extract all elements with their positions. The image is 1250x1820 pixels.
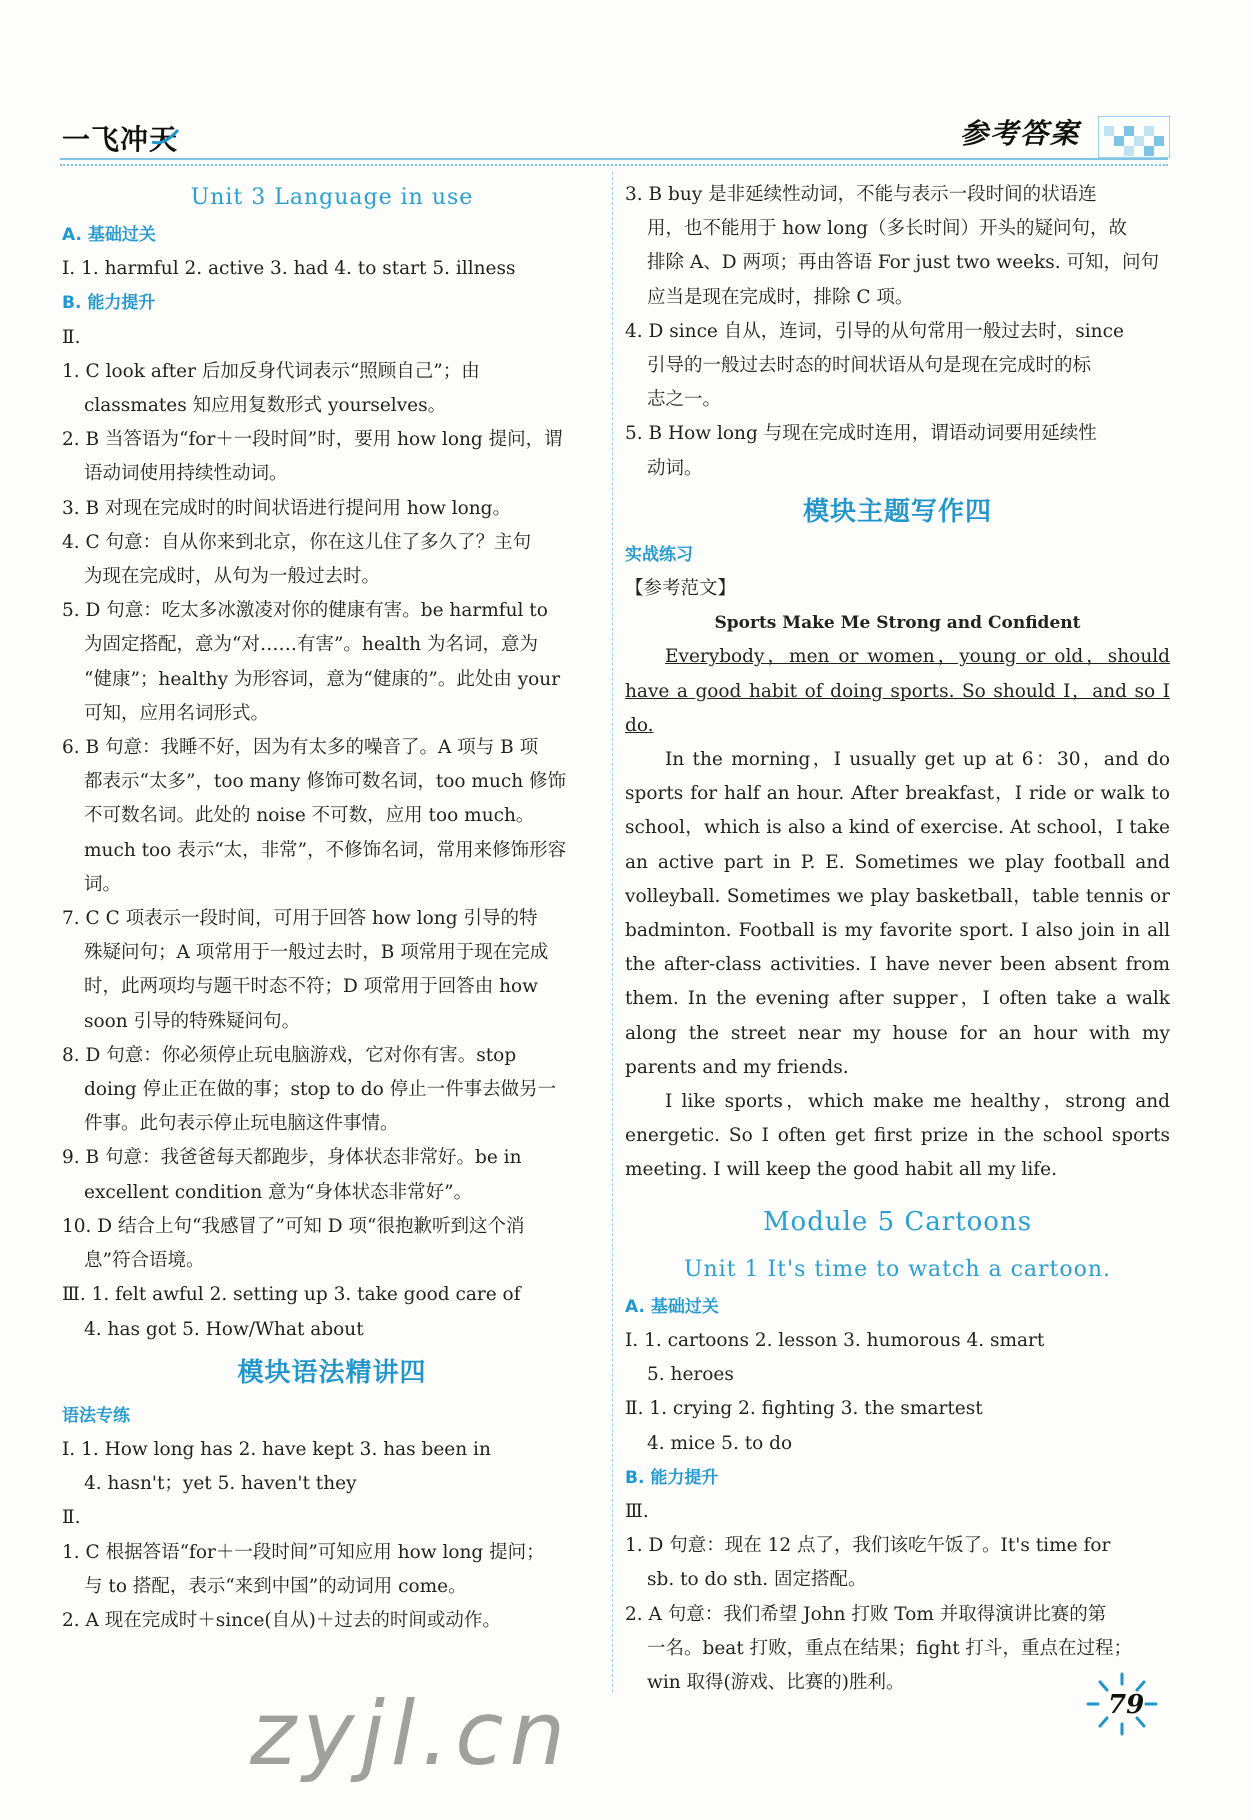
module-section-title: 模块语法精讲四 (237, 1357, 427, 1388)
answer-continuation: 用，也不能用于 how long（多长时间）开头的疑问句，故 (647, 218, 1127, 240)
answer-continuation: soon 引导的特殊疑问句。 (84, 1010, 301, 1032)
subsection-label: A. 基础过关 (62, 225, 156, 245)
answer-continuation: “健康”；healthy 为形容词，意为“健康的”。此处由 your (84, 668, 561, 690)
answer-line: 8. D 句意：你必须停止玩电脑游戏，它对你有害。stop (62, 1044, 517, 1066)
answer-line: 7. C C 项表示一段时间，可用于回答 how long 引导的特 (62, 908, 538, 930)
answer-continuation: 件事。此句表示停止玩电脑这件事情。 (84, 1113, 399, 1135)
page-number: 79 (1108, 1690, 1145, 1720)
answer-continuation: win 取得(游戏、比赛的)胜利。 (647, 1671, 905, 1693)
answer-continuation: excellent condition 意为“身体状态非常好”。 (84, 1181, 473, 1203)
subsection-label: A. 基础过关 (625, 1296, 719, 1317)
answer-continuation: 一名。beat 打败，重点在结果；fight 打斗，重点在过程； (647, 1637, 1133, 1659)
answer-continuation: 志之一。 (647, 389, 722, 411)
answer-line: 3. B buy 是非延续性动词，不能与表示一段时间的状语连 (625, 184, 1097, 205)
answer-continuation: sb. to do sth. 固定搭配。 (647, 1569, 867, 1591)
answer-line: 6. B 句意：我睡不好，因为有太多的噪音了。A 项与 B 项 (62, 737, 539, 759)
essay-title: Sports Make Me Strong and Confident (714, 613, 1081, 634)
swoosh-icon (150, 128, 180, 148)
answer-line: Ⅰ. 1. harmful 2. active 3. had 4. to start 5. illness (62, 258, 516, 280)
answer-continuation: 排除 A、D 两项；再由答语 For just two weeks. 可知，问句 (647, 252, 1159, 274)
essay-paragraph (625, 1085, 1170, 1188)
answer-continuation: 为固定搭配，意为“对……有害”。health 为名词，意为 (84, 634, 538, 656)
answer-continuation: much too 表示“太，非常”，不修饰名词，常用来修饰形容 (84, 839, 567, 861)
essay-thesis (625, 640, 1170, 743)
subsection-label: B. 能力提升 (62, 293, 156, 314)
answer-continuation: 引导的一般过去时态的时间状语从句是现在完成时的标 (647, 355, 1092, 377)
answer-line: Ⅲ. (625, 1500, 649, 1522)
answer-continuation: 殊疑问句；A 项常用于一般过去时，B 项常用于现在完成 (84, 942, 549, 964)
answer-line: 10. D 结合上句“我感冒了”可知 D 项“很抱歉听到这个消 (62, 1215, 525, 1237)
answer-continuation: 时，此两项均与题干时态不符；D 项常用于回答由 how (84, 976, 538, 998)
answer-line: Ⅱ. (62, 1507, 81, 1529)
section-title: 参考答案 (960, 117, 1081, 150)
answer-continuation: 应当是现在完成时，排除 C 项。 (647, 286, 914, 308)
answer-line: 5. B How long 与现在完成时连用，谓语动词要用延续性 (625, 423, 1097, 445)
unit-heading: Unit 1 It's time to watch a cartoon. (683, 1256, 1112, 1282)
answer-continuation: 词。 (84, 873, 122, 895)
essay-text: I like sports，which make me healthy，strong and energetic. So I often get first prize in the school sports meeting. I will keep the good habit all my life. (625, 1091, 1170, 1181)
column-divider (612, 172, 613, 1692)
answer-line: 2. B 当答语为“for＋一段时间”时，要用 how long 提问，谓 (62, 429, 563, 451)
right-column (625, 178, 1170, 1700)
answer-continuation: 4. has got 5. How/What about (84, 1318, 364, 1340)
left-column (62, 178, 602, 1638)
answer-line: 1. C look after 后加反身代词表示“照顾自己”；由 (62, 360, 480, 382)
answer-continuation: doing 停止正在做的事；stop to do 停止一件事去做另一 (84, 1079, 557, 1101)
answer-line: 4. D since 自从，连词，引导的从句常用一般过去时，since (625, 320, 1124, 342)
unit-heading: Unit 3 Language in use (190, 185, 474, 210)
answer-line: 9. B 句意：我爸爸每天都跑步，身体状态非常好。be in (62, 1147, 522, 1169)
answer-continuation: 动词。 (647, 457, 703, 479)
module-section-title: 模块主题写作四 (802, 496, 992, 527)
answer-line: Ⅲ. 1. felt awful 2. setting up 3. take good care of (62, 1284, 521, 1306)
answer-line: 3. B 对现在完成时的时间状语进行提问用 how long。 (62, 497, 511, 519)
subsection-label: B. 能力提升 (625, 1467, 719, 1488)
watermark: zyjl.cn (250, 1682, 572, 1785)
answer-continuation: 都表示“太多”，too many 修饰可数名词，too much 修饰 (84, 771, 567, 793)
answer-line: 2. A 现在完成时＋since(自从)＋过去的时间或动作。 (62, 1609, 501, 1631)
answer-continuation: 4. mice 5. to do (647, 1432, 793, 1454)
essay-text: In the morning，I usually get up at 6：30，and do sports for half an hour. After breakfast，I ride or walk to school，which is also a kind of exercise. At school，I take an active part in P. E. Sometimes we play football and volleyball. Sometimes we play basketball，table tennis or badminton. Football is my favorite sport. I also join in all the after-class activities. I have never been absent from them. In the evening after supper，I often take a walk along the street near my house for an hour with my parents and my friends. (625, 749, 1170, 1078)
answer-continuation: 4. hasn't；yet 5. haven't they (84, 1473, 357, 1495)
answer-line: Ⅱ. 1. crying 2. fighting 3. the smartest (625, 1398, 983, 1420)
checker-pattern-icon (1098, 116, 1170, 158)
subsection-label: 实战练习 (625, 544, 693, 565)
answer-continuation: 息”符合语境。 (84, 1250, 205, 1272)
answer-line: 5. D 句意：吃太多冰激凌对你的健康有害。be harmful to (62, 600, 548, 622)
answer-continuation: 5. heroes (647, 1364, 734, 1386)
answer-continuation: classmates 知应用复数形式 yourselves。 (84, 395, 447, 417)
essay-paragraph (625, 743, 1170, 1085)
answer-line: 【参考范文】 (625, 578, 737, 600)
answer-line: 2. A 句意：我们希望 John 打败 Tom 并取得演讲比赛的第 (625, 1603, 1107, 1625)
module-heading: Module 5 Cartoons (762, 1206, 1033, 1237)
answer-line: Ⅰ. 1. cartoons 2. lesson 3. humorous 4. smart (625, 1329, 1045, 1351)
answer-continuation: 不可数名词。此处的 noise 不可数，应用 too much。 (84, 805, 535, 827)
answer-continuation: 为现在完成时，从句为一般过去时。 (84, 566, 381, 588)
brand-logo: 一飞冲天 (62, 123, 179, 156)
essay-thesis-text: Everybody，men or women，young or old，should have a good habit of doing sports. So should I，and so I do. (625, 646, 1170, 736)
answer-line: Ⅱ. (62, 326, 81, 348)
answer-continuation: 语动词使用持续性动词。 (84, 463, 288, 485)
answer-line: 4. C 句意：自从你来到北京，你在这儿住了多久了？主句 (62, 531, 532, 553)
answer-line: Ⅰ. 1. How long has 2. have kept 3. has been in (62, 1438, 491, 1460)
answer-line: 1. C 根据答语“for＋一段时间”可知应用 how long 提问； (62, 1541, 545, 1563)
subsection-label: 语法专练 (62, 1405, 130, 1426)
answer-continuation: 可知，应用名词形式。 (84, 702, 270, 724)
answer-continuation: 与 to 搭配，表示“来到中国”的动词用 come。 (84, 1575, 467, 1597)
answer-line: 1. D 句意：现在 12 点了，我们该吃午饭了。It's time for (625, 1535, 1111, 1557)
header-divider (60, 158, 1168, 166)
